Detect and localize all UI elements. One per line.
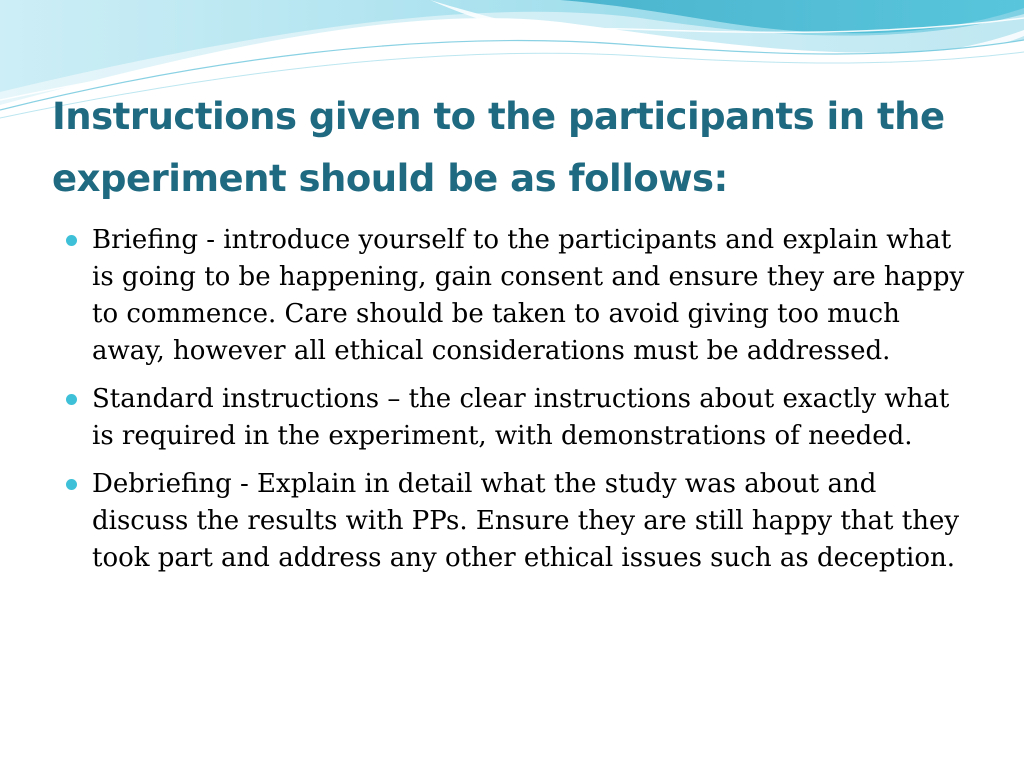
bullet-dot-icon	[66, 479, 77, 490]
bullet-dot-icon	[66, 235, 77, 246]
bullet-dot-icon	[66, 394, 77, 405]
slide-title: Instructions given to the participants in the experiment should be as follows:	[52, 95, 945, 200]
bullet-list	[64, 222, 979, 588]
bullet-item-standard-instructions	[64, 381, 979, 455]
bullet-item-briefing	[64, 222, 979, 370]
bullet-text-briefing: Briefing - introduce yourself to the participants and explain what is going to be happening, gain consent and ensure they are happy to commence. Care should be taken to avoid giving too much away, however all ethical considerations must be addressed.	[92, 225, 965, 366]
bullet-item-debriefing	[64, 466, 979, 577]
bullet-text-debriefing: Debriefing - Explain in detail what the study was about and discuss the results with PPs. Ensure they are still happy that they took part and address any other ethical issues such as deception.	[92, 469, 960, 573]
bullet-text-standard-instructions: Standard instructions – the clear instructions about exactly what is required in the experiment, with demonstrations of needed.	[92, 384, 950, 451]
